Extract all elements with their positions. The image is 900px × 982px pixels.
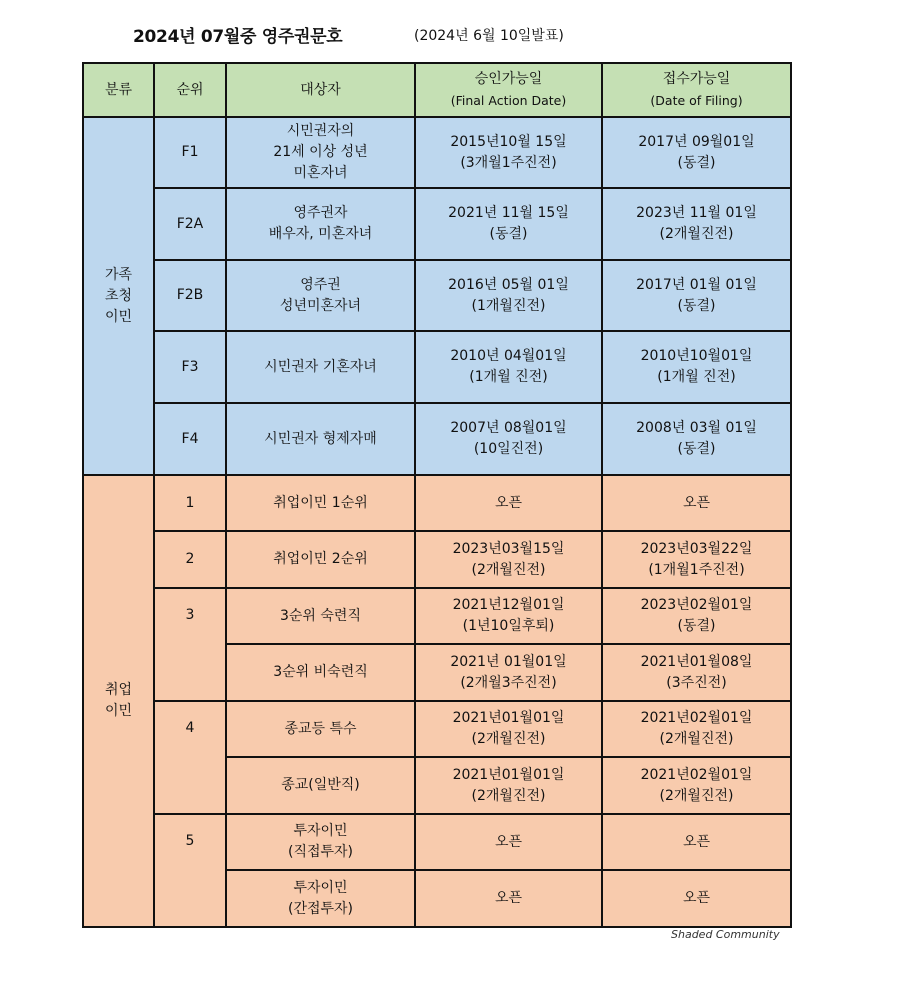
target-cell-line: 투자이민 (293, 879, 348, 896)
target-cell-line: 종교등 특수 (284, 720, 357, 737)
filing-date-cell-line: 2017년 09월01일 (638, 133, 755, 150)
approval-date-cell (415, 117, 602, 188)
target-cell (226, 475, 415, 531)
approval-date-cell (415, 260, 602, 331)
target-cell-line: 취업이민 2순위 (273, 551, 368, 567)
approval-date-cell-line: 2010년 04월01일 (450, 348, 567, 364)
header-row (83, 63, 791, 117)
approval-date-cell-line: 2021년01월01일 (452, 766, 565, 783)
filing-date-cell (602, 331, 791, 403)
filing-date-cell (602, 403, 791, 475)
filing-date-cell (602, 814, 791, 870)
filing-date-cell-line: 2023년 11월 01일 (636, 205, 757, 221)
approval-date-cell-line: 2015년10월 15일 (450, 133, 567, 150)
employment-row (83, 588, 791, 644)
filing-date-cell-line: (2개월진전) (659, 731, 734, 747)
header-category: 분류 (83, 63, 154, 117)
target-cell-line: 투자이민 (293, 823, 348, 839)
filing-date-cell-line: 2008년 03월 01일 (636, 420, 757, 436)
approval-date-cell-line: 2007년 08월01일 (450, 420, 567, 436)
approval-date-cell-line: (2개월진전) (471, 787, 546, 804)
filing-date-cell-line: (2개월진전) (659, 226, 734, 242)
filing-date-cell-line: 2023년02월01일 (640, 597, 753, 613)
rank-cell: 3 (154, 588, 226, 701)
rank-cell: 1 (154, 475, 226, 531)
target-cell (226, 260, 415, 331)
filing-date-cell (602, 870, 791, 927)
family-row (83, 188, 791, 260)
target-cell (226, 331, 415, 403)
employment-category-line: 취업 (104, 682, 133, 698)
target-cell-line: (간접투자) (287, 900, 354, 917)
approval-date-cell-line: (2개월3주진전) (460, 674, 557, 691)
filing-date-cell-line: 2023년03월22일 (640, 540, 753, 557)
family-row (83, 117, 791, 188)
target-cell-line: 배우자, 미혼자녀 (268, 226, 373, 242)
rank-cell: F2B (154, 260, 226, 331)
approval-date-cell-line: (3개월1주진전) (460, 154, 557, 171)
approval-date-cell-line: 2021년 11월 15일 (448, 205, 569, 221)
rank-cell: F1 (154, 117, 226, 188)
filing-date-cell-line: (1개월1주진전) (648, 561, 745, 578)
filing-date-cell (602, 644, 791, 701)
family-row (83, 403, 791, 475)
filing-date-cell-line: 오픈 (682, 833, 711, 850)
approval-date-cell (415, 701, 602, 757)
employment-row (83, 814, 791, 870)
filing-date-cell (602, 475, 791, 531)
filing-date-cell-line: (1개월 진전) (657, 369, 736, 385)
header-filing-korean: 접수가능일 (662, 71, 731, 87)
target-cell-line: 종교(일반직) (281, 777, 360, 793)
approval-date-cell (415, 531, 602, 588)
approval-date-cell-line: 2016년 05월 01일 (448, 276, 569, 293)
rank-cell: 4 (154, 701, 226, 814)
target-cell-line: 3순위 비숙련직 (273, 664, 368, 680)
rank-cell: 5 (154, 814, 226, 927)
filing-date-cell (602, 531, 791, 588)
filing-date-cell-line: 2021년01월08일 (640, 653, 753, 670)
visa-bulletin-table (82, 62, 792, 928)
approval-date-cell (415, 475, 602, 531)
approval-date-cell-line: (1년10일후퇴) (462, 618, 555, 634)
filing-date-cell-line: 2021년02월01일 (640, 766, 753, 783)
approval-date-cell-line: 오픈 (494, 494, 523, 511)
target-cell (226, 644, 415, 701)
approval-date-cell-line: 2023년03월15일 (452, 540, 565, 557)
family-category-line: 초청 (104, 287, 133, 304)
approval-date-cell-line: (2개월진전) (471, 561, 546, 578)
header-approval (415, 63, 602, 117)
approval-date-cell-line: (동결) (489, 226, 528, 242)
target-cell-line: 미혼자녀 (293, 165, 348, 181)
family-row (83, 260, 791, 331)
approval-date-cell (415, 814, 602, 870)
target-cell-line: 시민권자의 (286, 123, 355, 139)
target-cell-line: 시민권자 기혼자녀 (264, 358, 377, 375)
target-cell-line: 성년미혼자녀 (279, 297, 362, 314)
approval-date-cell (415, 403, 602, 475)
approval-date-cell (415, 188, 602, 260)
approval-date-cell-line: 2021년12월01일 (452, 597, 565, 613)
approval-date-cell-line: 2021년01월01일 (452, 710, 565, 726)
page-title: 2024년 07월중 영주권문호 (133, 27, 343, 47)
approval-date-cell-line: 오픈 (494, 833, 523, 850)
employment-row (83, 475, 791, 531)
target-cell (226, 117, 415, 188)
employment-row (83, 531, 791, 588)
family-category-line: 가족 (104, 266, 133, 283)
approval-date-cell-line: 오픈 (494, 890, 523, 906)
target-cell-line: 영주권자 (293, 205, 348, 221)
employment-row (83, 701, 791, 757)
header-target: 대상자 (226, 63, 415, 117)
target-cell (226, 701, 415, 757)
employment-category (83, 475, 154, 927)
target-cell-line: 3순위 숙련직 (280, 607, 361, 624)
family-category-line: 이민 (104, 308, 133, 325)
filing-date-cell (602, 117, 791, 188)
footer-watermark: Shaded Community (671, 928, 780, 941)
target-cell (226, 814, 415, 870)
header-approval-english: (Final Action Date) (450, 93, 567, 108)
filing-date-cell (602, 701, 791, 757)
filing-date-cell-line: (3주진전) (666, 674, 727, 691)
target-cell (226, 870, 415, 927)
family-category (83, 117, 154, 475)
target-cell-line: 영주권 (300, 276, 341, 293)
filing-date-cell (602, 188, 791, 260)
filing-date-cell-line: (동결) (677, 441, 716, 457)
target-cell (226, 403, 415, 475)
approval-date-cell-line: (1개월 진전) (469, 369, 548, 385)
filing-date-cell-line: 2021년02월01일 (640, 710, 753, 726)
target-cell (226, 588, 415, 644)
rank-cell: 2 (154, 531, 226, 588)
approval-date-cell (415, 870, 602, 927)
approval-date-cell-line: (2개월진전) (471, 731, 546, 747)
filing-date-cell (602, 260, 791, 331)
header-filing-english: (Date of Filing) (650, 93, 743, 108)
filing-date-cell (602, 588, 791, 644)
filing-date-cell-line: (2개월진전) (659, 787, 734, 804)
target-cell (226, 188, 415, 260)
filing-date-cell-line: (동결) (677, 154, 716, 171)
filing-date-cell-line: 2010년10월01일 (640, 348, 753, 364)
target-cell (226, 757, 415, 814)
approval-date-cell (415, 331, 602, 403)
rank-cell: F3 (154, 331, 226, 403)
announcement-date: (2024년 6월 10일발표) (414, 28, 564, 44)
family-row (83, 331, 791, 403)
target-cell-line: (직접투자) (287, 844, 354, 860)
approval-date-cell (415, 757, 602, 814)
rank-cell: F2A (154, 188, 226, 260)
filing-date-cell (602, 757, 791, 814)
target-cell (226, 531, 415, 588)
filing-date-cell-line: 오픈 (682, 890, 711, 906)
target-cell-line: 21세 이상 성년 (273, 144, 368, 160)
approval-date-cell-line: (10일진전) (473, 441, 544, 457)
filing-date-cell-line: 오픈 (682, 494, 711, 511)
header-rank: 순위 (154, 63, 226, 117)
filing-date-cell-line: (동결) (677, 618, 716, 634)
approval-date-cell-line: 2021년 01월01일 (450, 653, 567, 670)
filing-date-cell-line: 2017년 01월 01일 (636, 276, 757, 293)
employment-category-line: 이민 (104, 703, 133, 719)
filing-date-cell-line: (동결) (677, 297, 716, 314)
approval-date-cell-line: (1개월진전) (471, 297, 546, 314)
approval-date-cell (415, 588, 602, 644)
approval-date-cell (415, 644, 602, 701)
target-cell-line: 시민권자 형제자매 (264, 430, 377, 447)
header-filing (602, 63, 791, 117)
rank-cell: F4 (154, 403, 226, 475)
target-cell-line: 취업이민 1순위 (273, 494, 368, 511)
header-approval-korean: 승인가능일 (474, 71, 543, 87)
